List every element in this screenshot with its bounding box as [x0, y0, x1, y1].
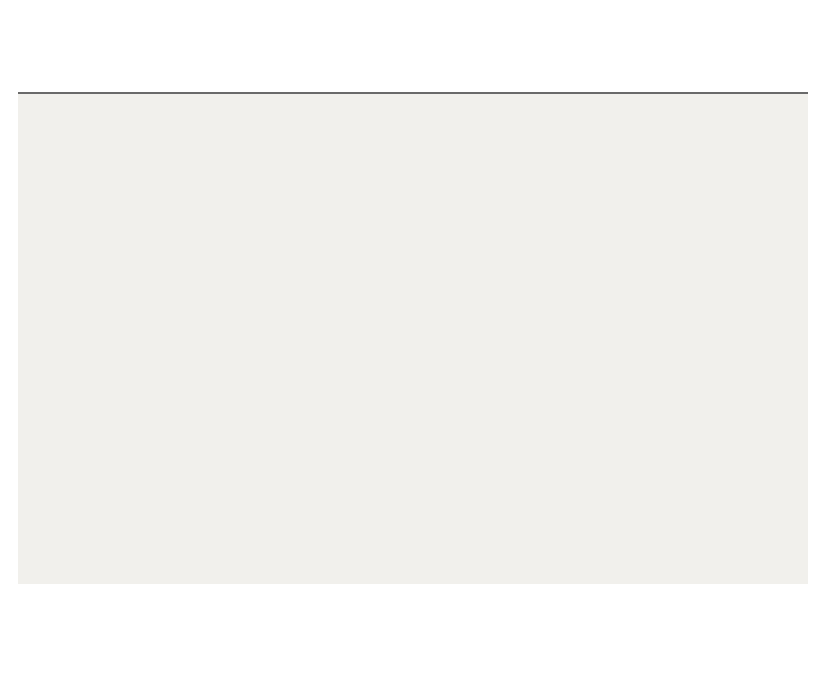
- page-title: [0, 102, 820, 122]
